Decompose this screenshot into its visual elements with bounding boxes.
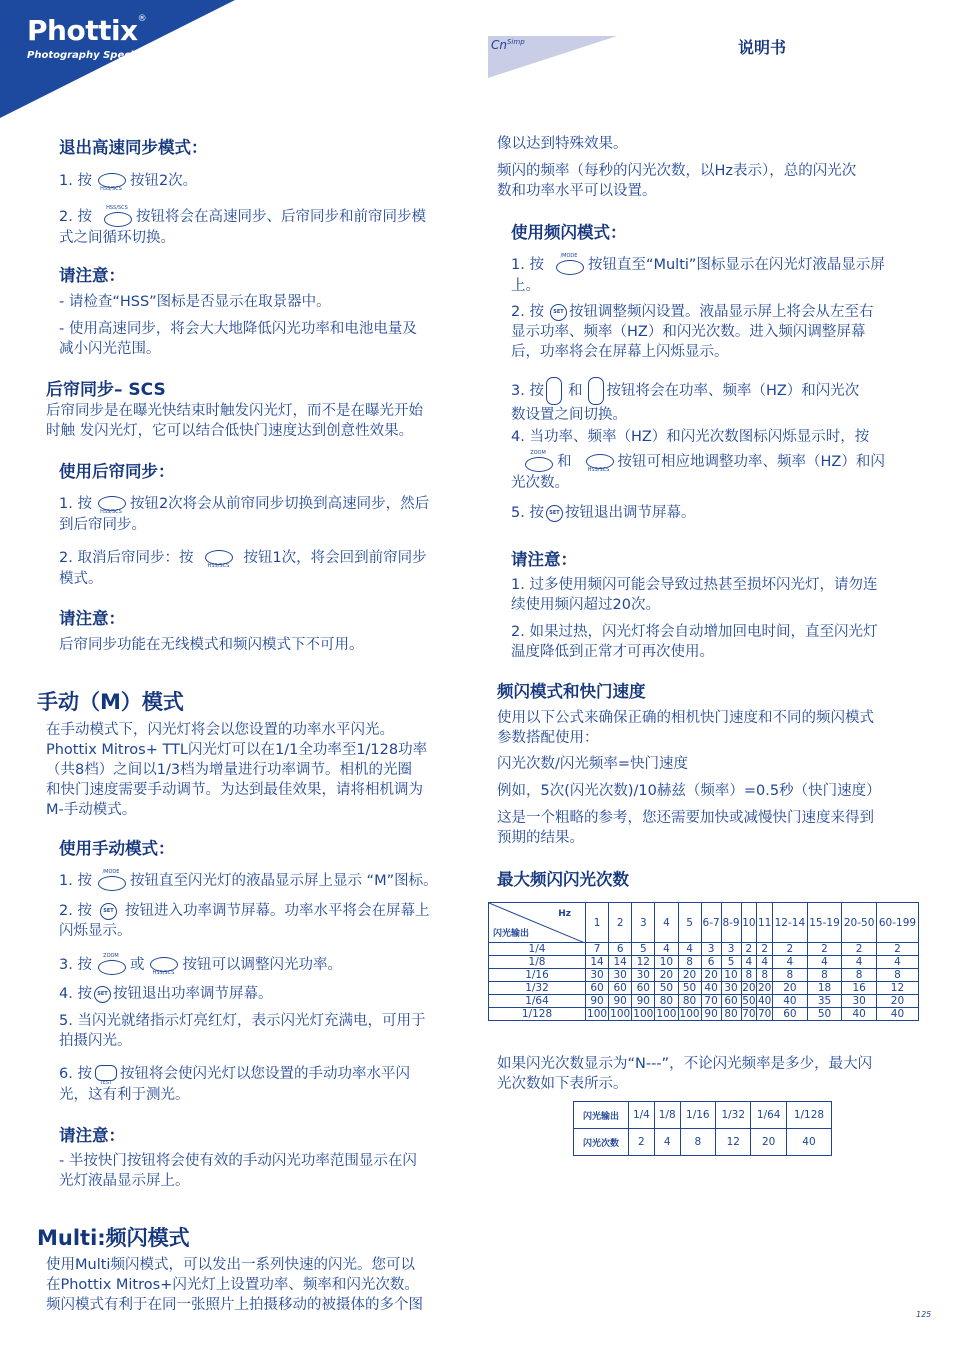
para-line: Phottix Mitros+ TTL闪光灯可以在1/1全功率至1/128功率 bbox=[46, 742, 428, 758]
table-cell: 20 bbox=[678, 969, 701, 982]
step-text: 拍摄闪光。 bbox=[59, 1033, 132, 1049]
table-cell: 60 bbox=[773, 1008, 808, 1021]
table-cell: 14 bbox=[586, 956, 609, 969]
set-button-icon: SET bbox=[100, 903, 117, 920]
column-header: 12-14 bbox=[773, 903, 808, 943]
row-label: 闪光次数 bbox=[574, 1129, 629, 1156]
para-line: 和快门速度需要手动调节。为达到最佳效果，请将相机调为 bbox=[46, 782, 423, 798]
step-text: 1. 按 bbox=[59, 173, 92, 189]
step-text: 显示功率、频率（HZ）和闪光次数。进入频闪调整屏幕 bbox=[511, 324, 866, 340]
multi-mode-heading: Multi:频闪模式 bbox=[37, 1226, 190, 1250]
hss-scs-button-icon: HSS/SCS bbox=[582, 451, 616, 473]
step-text: 光，这有利于测光。 bbox=[59, 1087, 190, 1103]
scroll-right-button-icon bbox=[588, 377, 604, 405]
note2-heading: 请注意： bbox=[59, 609, 125, 628]
table-cell: 40 bbox=[876, 1008, 918, 1021]
table-cell: 70 bbox=[742, 1008, 756, 1020]
step-text: 上。 bbox=[511, 278, 540, 294]
manual-step-3 bbox=[59, 954, 342, 976]
table-cell: 1/32 bbox=[716, 1102, 751, 1129]
step-text: 5. 当闪光就绪指示灯亮红灯，表示闪光灯充满电，可用于 bbox=[59, 1013, 426, 1029]
column-header: 6-7 bbox=[701, 903, 721, 943]
step-text: 1. 按 bbox=[511, 257, 544, 273]
step-text: 按钮将会使闪光灯以您设置的手动功率水平闪 bbox=[119, 1066, 410, 1082]
brand-name: Phottix bbox=[27, 14, 138, 47]
step-text: 4. 当功率、频率（HZ）和闪光次数图标闪烁显示时，按 bbox=[511, 429, 870, 445]
manual-step-6 bbox=[59, 1063, 410, 1105]
table-cell: 30 bbox=[632, 969, 655, 982]
manual-mode-heading: 手动（M）模式 bbox=[37, 690, 184, 714]
table-cell: 4 bbox=[757, 956, 773, 969]
row-label: 1/16 bbox=[489, 969, 586, 982]
output-label: 闪光输出 bbox=[493, 929, 530, 939]
set-button-icon: SET bbox=[546, 505, 563, 522]
table-cell: 40 bbox=[842, 1008, 877, 1021]
table-cell: 100 bbox=[633, 1008, 654, 1020]
multi-description bbox=[46, 1255, 423, 1315]
row-label: 1/4 bbox=[489, 943, 586, 956]
table-cell: 90 bbox=[632, 995, 655, 1008]
n-display-table bbox=[573, 1101, 832, 1156]
table-cell: 20 bbox=[701, 969, 721, 982]
note-text: 续使用频闪超过20次。 bbox=[511, 597, 660, 613]
scs-heading: 后帘同步– SCS bbox=[46, 380, 166, 400]
exit-hss-step-2 bbox=[59, 206, 469, 248]
column-header: 2 bbox=[609, 903, 632, 943]
document-title: 说明书 bbox=[738, 38, 787, 57]
table-cell: 60 bbox=[632, 982, 655, 995]
table-cell: 4 bbox=[876, 956, 918, 969]
para-line: （共8档）之间以1/3档为增量进行功率调节。相机的光圈 bbox=[46, 762, 413, 778]
para-line: 频闪模式有利于在同一张照片上拍摄移动的被摄体的多个图 bbox=[46, 1297, 423, 1313]
multi-description-cont: 像以达到特殊效果。 bbox=[497, 136, 628, 152]
hss-scs-button-icon: HSS/SCS bbox=[100, 206, 134, 228]
column-header: 11 bbox=[757, 903, 773, 943]
step-text: 按钮退出调节屏幕。 bbox=[564, 505, 696, 521]
manual-step-2 bbox=[59, 901, 469, 941]
shutter-note bbox=[497, 808, 874, 848]
step-text: 数设置之间切换。 bbox=[511, 407, 627, 423]
multi-step-1 bbox=[511, 254, 885, 296]
step-text: 光次数。 bbox=[511, 475, 569, 491]
note2-item: 后帘同步功能在无线模式和频闪模式下不可用。 bbox=[59, 637, 364, 653]
table-cell: 100 bbox=[679, 1008, 700, 1020]
table-cell: 2 bbox=[741, 943, 757, 956]
table-cell: 16 bbox=[842, 982, 877, 995]
multi-step-2 bbox=[511, 302, 873, 362]
para-line: 在Phottix Mitros+闪光灯上设置功率、频率和闪光次数。 bbox=[46, 1277, 419, 1293]
max-flashes-heading: 最大频闪闪光次数 bbox=[497, 870, 629, 889]
multi-step-4 bbox=[511, 427, 885, 493]
note-text: - 使用高速同步，将会大大地降低闪光功率和电池电量及 bbox=[59, 321, 417, 337]
table-cell: 5 bbox=[721, 956, 741, 969]
table-cell: 1/16 bbox=[680, 1102, 715, 1129]
table-cell: 70 bbox=[701, 995, 721, 1008]
column-header: 4 bbox=[655, 903, 678, 943]
table-cell: 10 bbox=[655, 956, 678, 969]
table-cell: 2 bbox=[773, 943, 808, 956]
table-cell: 20 bbox=[751, 1129, 786, 1156]
language-code-main: Cn bbox=[491, 38, 507, 52]
manual-step-5 bbox=[59, 1011, 425, 1051]
max-flashes-table bbox=[488, 902, 919, 1021]
shutter-example: 例如，5次(闪光次数)/10赫兹（频率）=0.5秒（快门速度） bbox=[497, 783, 881, 799]
hz-label: Hz bbox=[558, 909, 571, 919]
table-cell: 20 bbox=[757, 982, 772, 994]
zoom-button-icon: ZOOM bbox=[94, 954, 128, 976]
step-text: 1. 按 bbox=[59, 496, 92, 512]
hss-scs-button-icon: HSS/SCS bbox=[94, 493, 128, 515]
table-cell: 30 bbox=[609, 969, 632, 982]
table-row bbox=[489, 956, 919, 969]
table-cell: 40 bbox=[757, 995, 772, 1007]
exit-hss-step-1 bbox=[59, 170, 197, 192]
step-text: 和 bbox=[557, 454, 572, 470]
step-text: 到后帘同步。 bbox=[59, 517, 146, 533]
page-number: 125 bbox=[916, 1310, 932, 1319]
table-cell: 18 bbox=[807, 982, 842, 995]
brand-mark: ® bbox=[137, 14, 147, 24]
table-header-row bbox=[489, 903, 919, 943]
table-cell: 100 bbox=[587, 1008, 608, 1020]
table-cell: 2 bbox=[629, 1129, 655, 1156]
table-cell: 5 bbox=[632, 943, 655, 956]
table-cell: 6 bbox=[701, 956, 721, 969]
step-text: 按钮可以调整闪光功率。 bbox=[182, 957, 342, 973]
mode-button-icon: /MODE bbox=[552, 254, 586, 276]
para-line: 这是一个粗略的参考，您还需要加快或减慢快门速度来得到 bbox=[497, 810, 874, 826]
step-text: 按钮2次将会从前帘同步切换到高速同步，然后 bbox=[129, 496, 430, 512]
diagonal-header-cell bbox=[489, 903, 586, 943]
table-cell: 4 bbox=[807, 956, 842, 969]
table-cell: 3 bbox=[701, 943, 721, 956]
table-cell: 2 bbox=[842, 943, 877, 956]
language-code bbox=[491, 38, 525, 52]
table-cell: 80 bbox=[678, 995, 701, 1008]
hss-scs-button-icon: HSS/SCS bbox=[146, 954, 180, 976]
step-text: 后，功率将会在屏幕上闪烁显示。 bbox=[511, 344, 729, 360]
table-cell: 1/128 bbox=[786, 1102, 831, 1129]
step-text: 1. 按 bbox=[59, 873, 92, 889]
column-header: 60-199 bbox=[876, 903, 918, 943]
para-line: 频闪的频率（每秒的闪光次数，以Hz表示），总的闪光次 bbox=[497, 163, 857, 179]
exit-hss-heading: 退出高速同步模式： bbox=[59, 138, 208, 157]
table-cell: 8 bbox=[757, 969, 773, 982]
step-text: 按钮退出功率调节屏幕。 bbox=[112, 986, 273, 1002]
step-text: 或 bbox=[129, 957, 145, 973]
note4-item-1 bbox=[511, 575, 877, 615]
step-text: 式之间循环切换。 bbox=[59, 230, 175, 246]
table-cell: 100 bbox=[610, 1008, 631, 1020]
step-text: 2. 按 bbox=[59, 903, 92, 919]
table-cell: 2 bbox=[876, 943, 918, 956]
para-line: 时触 发闪光灯，它可以结合低快门速度达到创意性效果。 bbox=[46, 423, 414, 439]
zoom-button-icon: ZOOM bbox=[521, 451, 555, 473]
table-cell: 50 bbox=[655, 982, 678, 995]
step-text: 按钮将会在功率、频率（HZ）和闪光次 bbox=[606, 383, 860, 399]
table-cell: 20 bbox=[773, 982, 808, 995]
set-button-icon: SET bbox=[550, 304, 567, 321]
use-scs-step-1 bbox=[59, 493, 429, 535]
step-text: 3. 按 bbox=[511, 383, 544, 399]
table-row bbox=[574, 1129, 832, 1156]
step-text: 按钮可相应地调整功率、频率（HZ）和闪 bbox=[617, 454, 885, 470]
table-cell: 10 bbox=[721, 969, 741, 982]
note3-item bbox=[59, 1151, 417, 1191]
step-text: 2. 按 bbox=[511, 304, 544, 320]
scs-description bbox=[46, 401, 423, 441]
step-text: 按钮1次，将会回到前帘同步 bbox=[243, 550, 427, 566]
note3-heading: 请注意： bbox=[59, 1126, 125, 1145]
note-text: 减小闪光范围。 bbox=[59, 341, 161, 357]
para-line: 数和功率水平可以设置。 bbox=[497, 183, 657, 199]
table-row bbox=[489, 982, 919, 995]
note1-item-1: - 请检查“HSS”图标是否显示在取景器中。 bbox=[59, 294, 331, 310]
table-cell: 4 bbox=[741, 956, 757, 969]
table-cell: 8 bbox=[741, 969, 757, 982]
use-scs-step-2 bbox=[59, 547, 427, 589]
table-cell: 2 bbox=[807, 943, 842, 956]
column-header: 3 bbox=[632, 903, 655, 943]
hss-scs-button-icon: HSS/SCS bbox=[94, 170, 128, 192]
step-text: 5. 按 bbox=[511, 505, 544, 521]
table-cell: 12 bbox=[632, 956, 655, 969]
table-cell: 1/64 bbox=[751, 1102, 786, 1129]
step-text: 和 bbox=[567, 383, 583, 399]
note-text: - 半按快门按钮将会使有效的手动闪光功率范围显示在闪 bbox=[59, 1153, 417, 1169]
table-cell: 60 bbox=[721, 995, 741, 1008]
para-line: M-手动模式。 bbox=[46, 802, 137, 818]
table-cell: 90 bbox=[701, 1008, 721, 1021]
table-cell: 8 bbox=[876, 969, 918, 982]
manual-step-1 bbox=[59, 870, 438, 892]
table-row bbox=[489, 1008, 919, 1021]
table-cell: 8 bbox=[680, 1129, 715, 1156]
para-line: 在手动模式下，闪光灯将会以您设置的功率水平闪光。 bbox=[46, 722, 394, 738]
note-text: 1. 过多使用频闪可能会导致过热甚至损坏闪光灯，请勿连 bbox=[511, 577, 878, 593]
note-text: 温度降低到正常才可再次使用。 bbox=[511, 644, 714, 660]
row-label: 闪光输出 bbox=[574, 1102, 629, 1129]
table-cell: 4 bbox=[773, 956, 808, 969]
table-cell: 90 bbox=[586, 995, 609, 1008]
column-header: 1 bbox=[586, 903, 609, 943]
shutter-description bbox=[497, 708, 874, 748]
column-header: 15-19 bbox=[807, 903, 842, 943]
column-header: 8-9 bbox=[721, 903, 741, 943]
mode-button-icon: /MODE bbox=[94, 870, 128, 892]
hss-scs-button-icon: HSS/SCS bbox=[201, 547, 235, 569]
para-line: 使用Multi频闪模式，可以发出一系列快速的闪光。您可以 bbox=[46, 1257, 415, 1273]
table-cell: 4 bbox=[655, 943, 678, 956]
step-text: 闪烁显示。 bbox=[59, 923, 132, 939]
table-cell: 20 bbox=[876, 995, 918, 1008]
language-code-sup: Simp bbox=[506, 38, 525, 46]
manual-description bbox=[46, 720, 427, 820]
table-cell: 3 bbox=[721, 943, 741, 956]
table-cell: 30 bbox=[586, 969, 609, 982]
table-cell: 12 bbox=[716, 1129, 751, 1156]
step-text: 按钮将会在高速同步、后帘同步和前帘同步模 bbox=[135, 209, 426, 225]
para-line: 使用以下公式来确保正确的相机快门速度和不同的频闪模式 bbox=[497, 710, 874, 726]
step-text: 按钮直至“Multi”图标显示在闪光灯液晶显示屏 bbox=[587, 257, 885, 273]
manual-step-4 bbox=[59, 984, 272, 1004]
table-cell: 80 bbox=[655, 995, 678, 1008]
row-label: 1/128 bbox=[489, 1008, 586, 1021]
row-label: 1/8 bbox=[489, 956, 586, 969]
note-text: 光灯液晶显示屏上。 bbox=[59, 1173, 190, 1189]
para-line: 预期的结果。 bbox=[497, 830, 584, 846]
table-cell: 50 bbox=[678, 982, 701, 995]
table-cell: 2 bbox=[757, 943, 773, 956]
table-row bbox=[489, 995, 919, 1008]
table-cell: 12 bbox=[876, 982, 918, 995]
table-cell: 80 bbox=[721, 1008, 741, 1021]
use-scs-heading: 使用后帘同步： bbox=[59, 462, 175, 481]
test-button-icon: TEST bbox=[94, 1063, 118, 1085]
table-cell: 90 bbox=[609, 995, 632, 1008]
table-cell: 4 bbox=[842, 956, 877, 969]
table-cell: 30 bbox=[842, 995, 877, 1008]
table-cell: 100 bbox=[656, 1008, 677, 1020]
step-text: 按钮调整频闪设置。液晶显示屏上将会从左至右 bbox=[568, 304, 874, 320]
table-cell: 8 bbox=[773, 969, 808, 982]
step-text: 模式。 bbox=[59, 571, 103, 587]
column-header: 10 bbox=[741, 903, 757, 943]
step-text: 3. 按 bbox=[59, 957, 92, 973]
table-cell: 30 bbox=[721, 982, 741, 995]
n-display-note bbox=[497, 1054, 872, 1094]
step-text: 2. 按 bbox=[59, 209, 92, 225]
note4-item-2 bbox=[511, 622, 877, 662]
table-cell: 7 bbox=[586, 943, 609, 956]
table-cell: 20 bbox=[655, 969, 678, 982]
table-row bbox=[574, 1102, 832, 1129]
para-line: 参数搭配使用： bbox=[497, 730, 599, 746]
step-text: 4. 按 bbox=[59, 986, 92, 1002]
table-cell: 4 bbox=[678, 943, 701, 956]
table-cell: 70 bbox=[757, 1008, 772, 1020]
row-label: 1/32 bbox=[489, 982, 586, 995]
table-cell: 60 bbox=[609, 982, 632, 995]
table-cell: 6 bbox=[609, 943, 632, 956]
table-cell: 20 bbox=[742, 982, 756, 994]
step-text: 按钮2次。 bbox=[129, 173, 198, 189]
table-cell: 40 bbox=[786, 1129, 831, 1156]
note1-item-2 bbox=[59, 319, 417, 359]
para-line: 光次数如下表所示。 bbox=[497, 1076, 628, 1092]
step-text: 按钮进入功率调节屏幕。功率水平将会在屏幕上 bbox=[124, 903, 430, 919]
scroll-left-button-icon bbox=[546, 377, 562, 405]
shutter-heading: 频闪模式和快门速度 bbox=[497, 682, 646, 701]
column-header: 20-50 bbox=[842, 903, 877, 943]
table-cell: 14 bbox=[609, 956, 632, 969]
brand-logo bbox=[27, 14, 147, 47]
shutter-formula: 闪光次数/闪光频率=快门速度 bbox=[497, 756, 689, 772]
multi-step-5 bbox=[511, 503, 695, 523]
note1-heading: 请注意： bbox=[59, 266, 125, 285]
table-cell: 1/4 bbox=[629, 1102, 655, 1129]
table-cell: 35 bbox=[807, 995, 842, 1008]
step-text: 6. 按 bbox=[59, 1066, 92, 1082]
brand-tagline: Photography Specialists bbox=[27, 50, 164, 61]
row-label: 1/64 bbox=[489, 995, 586, 1008]
use-multi-heading: 使用频闪模式： bbox=[511, 223, 627, 242]
table-row bbox=[489, 969, 919, 982]
step-text: 2. 取消后帘同步：按 bbox=[59, 550, 194, 566]
set-button-icon: SET bbox=[94, 986, 111, 1003]
para-line: 后帘同步是在曝光快结束时触发闪光灯，而不是在曝光开始 bbox=[46, 403, 423, 419]
table-cell: 50 bbox=[807, 1008, 842, 1021]
table-cell: 1/8 bbox=[654, 1102, 680, 1129]
table-cell: 60 bbox=[586, 982, 609, 995]
step-text: 按钮直至闪光灯的液晶显示屏上显示 “M”图标。 bbox=[129, 873, 438, 889]
para-line: 如果闪光次数显示为“N---”，不论闪光频率是多少，最大闪 bbox=[497, 1056, 873, 1072]
table-cell: 4 bbox=[654, 1129, 680, 1156]
note4-heading: 请注意： bbox=[511, 550, 577, 569]
note-text: 2. 如果过热，闪光灯将会自动增加回电时间，直至闪光灯 bbox=[511, 624, 878, 640]
use-manual-heading: 使用手动模式： bbox=[59, 839, 175, 858]
column-header: 5 bbox=[678, 903, 701, 943]
table-cell: 50 bbox=[742, 995, 756, 1007]
multi-step-3 bbox=[511, 377, 859, 425]
table-cell: 8 bbox=[678, 956, 701, 969]
table-row bbox=[489, 943, 919, 956]
table-cell: 8 bbox=[842, 969, 877, 982]
table-cell: 40 bbox=[773, 995, 808, 1008]
frequency-description bbox=[497, 161, 856, 201]
table-cell: 40 bbox=[701, 982, 721, 995]
table-cell: 8 bbox=[807, 969, 842, 982]
